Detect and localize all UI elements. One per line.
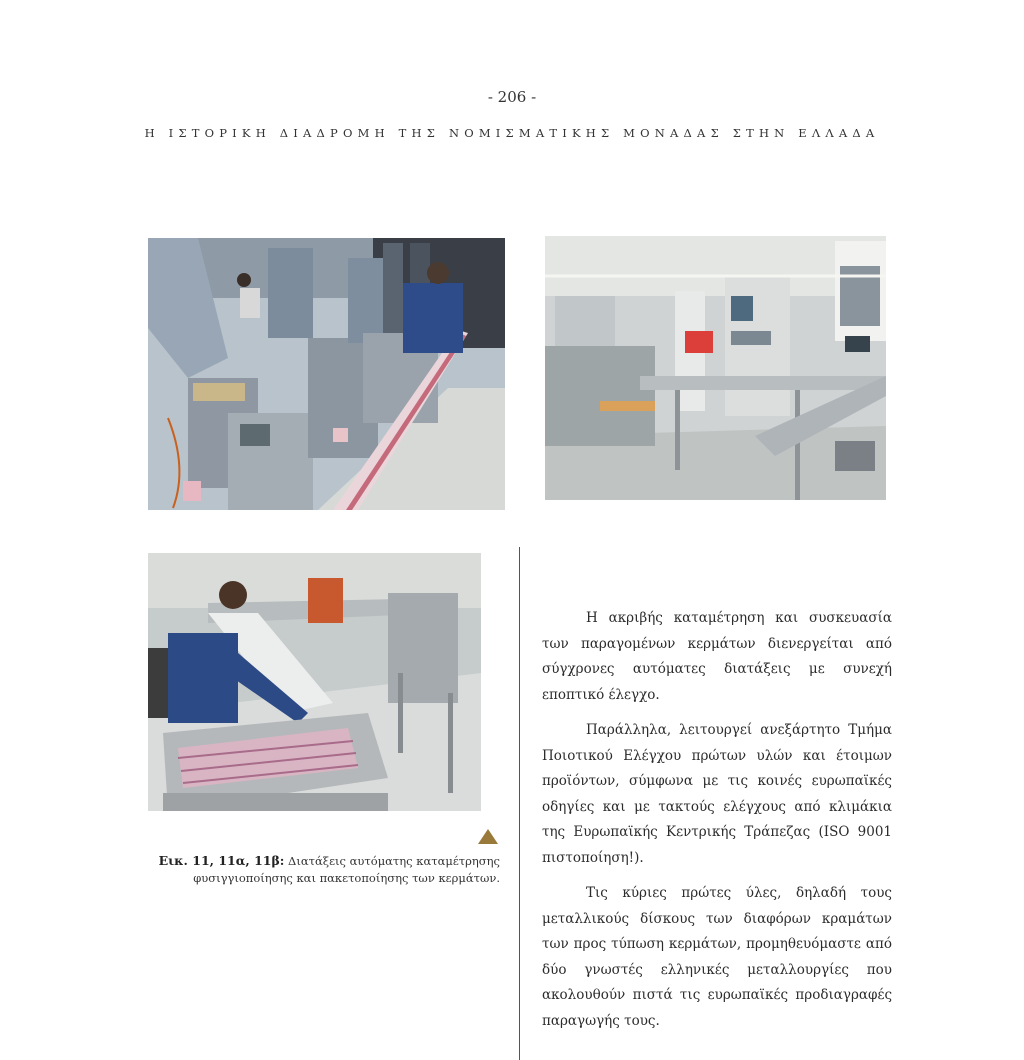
caption-label: Εικ. 11, 11α, 11β:	[158, 853, 285, 868]
paragraph-2: Παράλληλα, λειτουργεί ανεξάρτητο Τμήμα Ποιοτικού Ελέγχου πρώτων υλών και έτοιμων προϊόντων, σύμφωνα με τις κοινές ευρωπαϊκές οδηγίες και με τακτούς ελέγχους από κλιμάκια της Ευρωπαϊκής Κεντρικής Τράπεζας (ISO 9001 πιστοποίηση!).	[542, 722, 892, 866]
photo-coin-counting-machines	[148, 238, 505, 510]
page-number: - 206 -	[487, 88, 537, 106]
figure-caption	[150, 852, 500, 887]
caption-marker-triangle-icon	[478, 829, 498, 844]
photo-coin-packaging	[148, 553, 481, 811]
body-text	[542, 606, 892, 1044]
running-header: Η ΙΣΤΟΡΙΚΗ ΔΙΑΔΡΟΜΗ ΤΗΣ ΝΟΜΙΣΜΑΤΙΚΗΣ ΜΟΝΑΔΑΣ ΣΤΗΝ ΕΛΛΑΔΑ	[144, 126, 880, 140]
column-divider	[519, 547, 520, 1060]
paragraph-3: Τις κύριες πρώτες ύλες, δηλαδή τους μεταλλικούς δίσκους των διαφόρων κραμάτων των προς τύπωση κερμάτων, προμηθευόμαστε από δύο γνωστές ελληνικές μεταλλουργίες που ακολουθούν πιστά τις ευρωπαϊκές προδιαγραφές παραγωγής τους.	[542, 885, 892, 1029]
paragraph-1: Η ακριβής καταμέτρηση και συσκευασία των παραγομένων κερμάτων διενεργείται από σύγχρονες αυτόματες διατάξεις με συνεχή εποπτικό έλεγχο.	[542, 610, 892, 703]
photo-control-station	[545, 236, 886, 500]
caption-line-2: φυσιγγιοποίησης και πακετοποίησης των κερμάτων.	[193, 871, 500, 885]
caption-line-1: Διατάξεις αυτόματης καταμέτρησης	[284, 854, 500, 868]
